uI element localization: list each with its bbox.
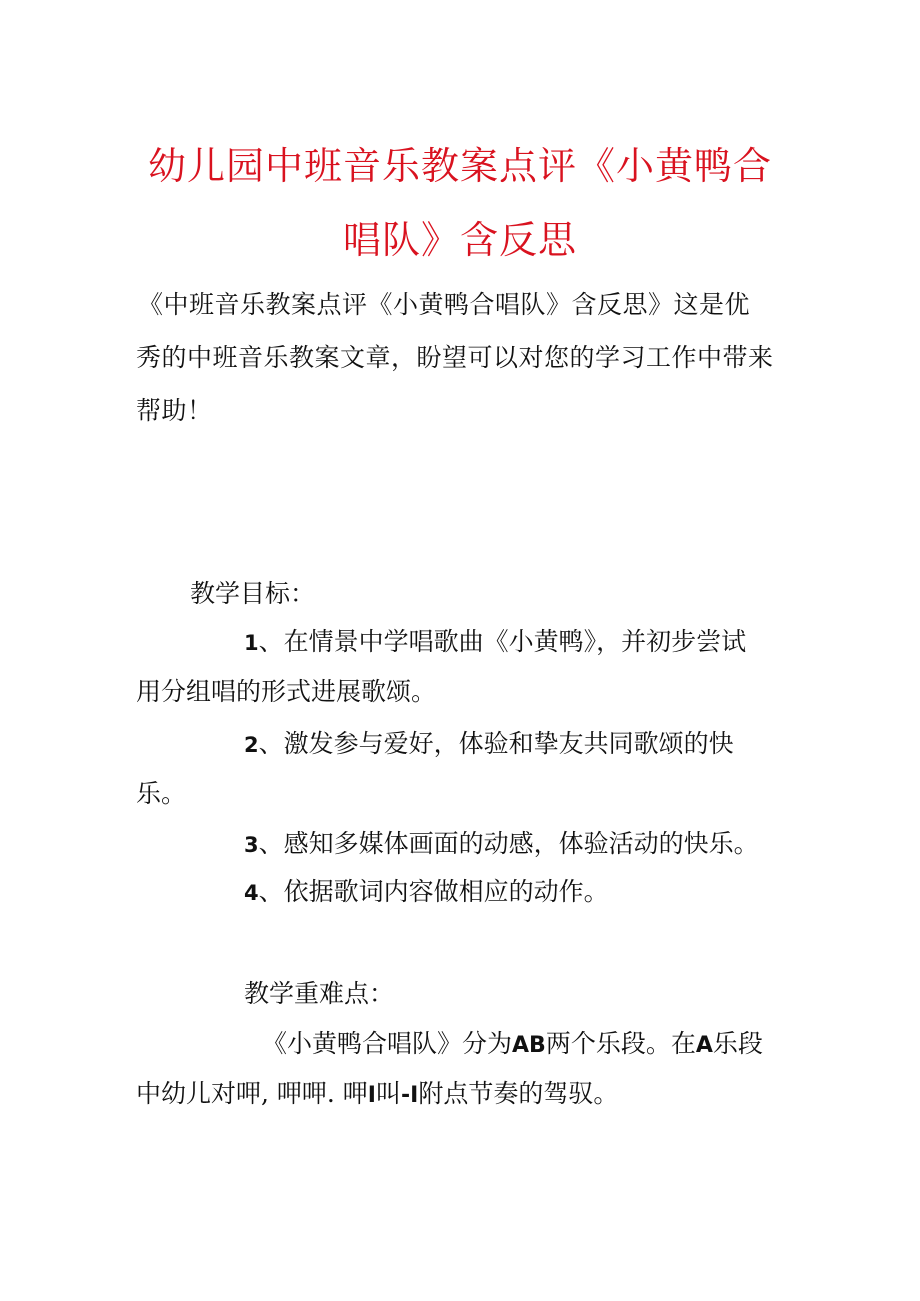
- key-points-text: 《小黄鸭合唱队》分为: [262, 1029, 513, 1058]
- key-points-bold: I: [367, 1083, 376, 1108]
- objective-item-1-line-2: 用分组唱的形式进展歌颂。: [136, 677, 437, 706]
- objective-item-2-line-1: [244, 724, 734, 765]
- objective-number: 2: [244, 733, 259, 757]
- intro-line-3: 帮助！: [136, 396, 213, 425]
- document-title-line-1: 幼儿园中班音乐教案点评《小黄鸭合: [147, 144, 772, 188]
- intro-line-1: 《中班音乐教案点评《小黄鸭合唱队》含反思》这是优: [138, 290, 751, 319]
- key-points-text: 乐段: [712, 1029, 763, 1058]
- key-points-line-2: [136, 1074, 618, 1116]
- objective-number: 1: [244, 631, 259, 655]
- key-points-text: 两个乐段。在: [545, 1029, 696, 1058]
- objective-text: 、依据歌词内容做相应的动作。: [258, 877, 609, 906]
- objective-text: 、感知多媒体画面的动感，体验活动的快乐。: [258, 829, 759, 858]
- key-points-text: 附点节奏的驾驭。: [418, 1079, 619, 1108]
- section-heading-objectives: 教学目标：: [190, 579, 316, 608]
- key-points-bold: AB: [512, 1033, 546, 1058]
- objective-number: 3: [244, 833, 259, 857]
- objective-item-3: [244, 824, 759, 865]
- key-points-text: 叫: [375, 1079, 401, 1108]
- key-points-bold: -I: [401, 1083, 419, 1108]
- objective-item-4: [244, 872, 609, 913]
- document-title-line-2: 唱队》含反思: [342, 218, 577, 262]
- objective-text: 、在情景中学唱歌曲《小黄鸭》，并初步尝试: [258, 627, 747, 656]
- key-points-text: 中幼儿对呷, 呷呷. 呷: [136, 1079, 368, 1108]
- key-points-line-1: [262, 1024, 763, 1066]
- objective-text: 、激发参与爱好，体验和挚友共同歌颂的快: [258, 729, 734, 758]
- intro-paragraph: [136, 278, 796, 437]
- objective-number: 4: [244, 881, 259, 905]
- intro-line-2: 秀的中班音乐教案文章，盼望可以对您的学习工作中带来: [136, 343, 774, 372]
- objective-item-2-line-2: 乐。: [136, 779, 187, 808]
- objective-item-1-line-1: [244, 622, 746, 663]
- section-heading-key-points: 教学重难点：: [244, 979, 395, 1008]
- key-points-bold: A: [695, 1033, 713, 1058]
